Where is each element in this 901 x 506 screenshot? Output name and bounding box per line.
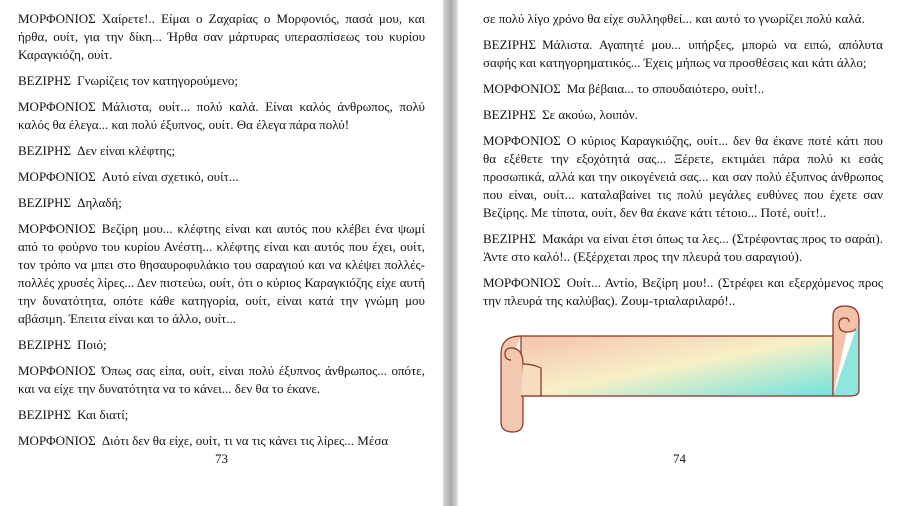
dialogue-text: Αυτό είναι σχετικό, ουίτ... [101,169,239,184]
right-page-text [483,10,883,310]
page-number-right: 74 [673,451,686,466]
dialogue-paragraph [18,142,425,160]
speaker-name: ΒΕΖΙΡΗΣ [18,143,72,158]
speaker-name: ΒΕΖΙΡΗΣ [483,107,537,122]
dialogue-text: Ποιό; [77,337,107,352]
dialogue-text: Δεν είναι κλέφτης; [77,143,176,158]
dialogue-paragraph [483,36,883,72]
speaker-name: ΜΟΡΦΟΝΙΟΣ [483,81,561,96]
dialogue-paragraph [483,106,883,124]
dialogue-text: Μάλιστα. Αγαπητέ μου... υπήρξες, μπορώ να ειπώ, απόλυτα σαφής και κατηγορηματικός... Έχεις μήπως να προσθέσεις και κάτι άλλο; [483,37,883,70]
speaker-name: ΒΕΖΙΡΗΣ [18,73,72,88]
speaker-name: ΒΕΖΙΡΗΣ [18,337,72,352]
dialogue-paragraph [483,80,883,98]
left-page [0,0,443,506]
page-number-left: 73 [215,451,228,466]
dialogue-text: Γνωρίζεις τον κατηγορούμενο; [77,73,238,88]
dialogue-paragraph [18,72,425,90]
speaker-name: ΒΕΖΙΡΗΣ [18,195,72,210]
dialogue-paragraph [483,230,883,266]
speaker-name: ΒΕΖΙΡΗΣ [18,407,72,422]
speaker-name: ΜΟΡΦΟΝΙΟΣ [18,363,96,378]
speaker-name: ΒΕΖΙΡΗΣ [483,37,537,52]
dialogue-text: Μάλιστα, ουίτ... πολύ καλά. Είναι καλός άνθρωπος, πολύ καλός θα έλεγα... και πολύ έξυπνος, ουίτ. Θα έλεγα πάρα πολύ! [18,99,425,132]
dialogue-paragraph [18,98,425,134]
dialogue-text: Ουίτ... Αντίο, Βεζίρη μου!.. (Στρέφει και εξερχόμενος προς την πλευρά της καλύβας). Ζουμ-τριαλαριλαρό!.. [483,275,883,308]
speaker-name: ΜΟΡΦΟΝΙΟΣ [483,133,561,148]
dialogue-paragraph [18,168,425,186]
dialogue-paragraph [18,406,425,424]
dialogue-text: Διότι δεν θα είχε, ουίτ, τι να τις κάνει τις λίρες... Μέσα [101,433,389,448]
dialogue-paragraph [18,220,425,328]
speaker-name: ΜΟΡΦΟΝΙΟΣ [483,275,561,290]
left-page-text [18,10,425,450]
dialogue-text: Βεζίρη μου... κλέφτης είναι και αυτός που κλέβει ένα ψωμί από το φούρνο του κυρίου Ανέστη... κλέφτης είναι και αυτός που έχει, ουίτ, τον τρόπο να μπει στο θησαυροφυλάκιο του σαραγιού και να κλέψει πολλές-πολλές χρυσές λίρες... Δεν πιστεύω, ουίτ, ότι ο κύριος Καραγκιόζης είχε αυτή την δυνατότητα, οπότε κάθε κατηγορία, ουίτ, είναι κατά την γνώμη μου αβάσιμη. Έπειτα είναι και το άλλο, ουίτ... [18,221,425,326]
dialogue-text: Ο κύριος Καραγκιόζης, ουίτ... δεν θα έκανε ποτέ κάτι που θα εξέθετε την εξοχότητά σας... Ξέρετε, εκτιμάει πάρα πολύ κι εσάς προσωπικά, αλλά και την οικογένειά σας... και σαν πολύ έξυπνος άνθρωπος που είναι, ουίτ... καταλαβαίνει τις πολύ μεγάλες ευθύνες που έχετε σαν Βεζίρης. Με τίποτα, ουίτ, δεν θα έκανε κάτι τέτοιο... Ποτέ, ουίτ!.. [483,133,883,220]
dialogue-text: Και διατί; [77,407,129,422]
book-gutter-right [451,0,458,506]
dialogue-paragraph [18,10,425,64]
speaker-name: ΜΟΡΦΟΝΙΟΣ [18,99,96,114]
dialogue-text: Όπως σας είπα, ουίτ, είναι πολύ έξυπνος άνθρωπος... οπότε, και να είχε την δυνατότητα να το κάνει... δεν θα το έκανε. [18,363,425,396]
dialogue-text: Δηλαδή; [77,195,122,210]
dialogue-text: Μακάρι να είναι έτσι όπως τα λες... (Στρέφοντας προς το σαράι). Άντε στο καλό!.. (Εξέρχεται προς την πλευρά του σαραγιού). [483,231,883,264]
dialogue-text: Μα βέβαια... το σπουδαιότερο, ουίτ!.. [566,81,765,96]
dialogue-paragraph [483,10,883,28]
dialogue-text: Χαίρετε!.. Είμαι ο Ζαχαρίας ο Μορφονιός, πασά μου, και ήρθα, ουίτ, για την δίκη... Ήρθα σαν μάρτυρας υπερασπίσεως του κυρίου Καραγκιόζη, ουίτ. [18,11,425,62]
scroll-banner [493,304,873,436]
speaker-name: ΒΕΖΙΡΗΣ [483,231,537,246]
dialogue-paragraph [483,132,883,222]
dialogue-paragraph [18,432,425,450]
speaker-name: ΜΟΡΦΟΝΙΟΣ [18,11,96,26]
book-gutter-left [443,0,451,506]
dialogue-paragraph [18,336,425,354]
dialogue-text: σε πολύ λίγο χρόνο θα είχε συλληφθεί... και αυτό το γνωρίζει πολύ καλά. [483,11,865,26]
speaker-name: ΜΟΡΦΟΝΙΟΣ [18,433,96,448]
dialogue-text: Σε ακούω, λοιπόν. [542,107,638,122]
dialogue-paragraph [18,362,425,398]
speaker-name: ΜΟΡΦΟΝΙΟΣ [18,221,96,236]
dialogue-paragraph [18,194,425,212]
speaker-name: ΜΟΡΦΟΝΙΟΣ [18,169,96,184]
